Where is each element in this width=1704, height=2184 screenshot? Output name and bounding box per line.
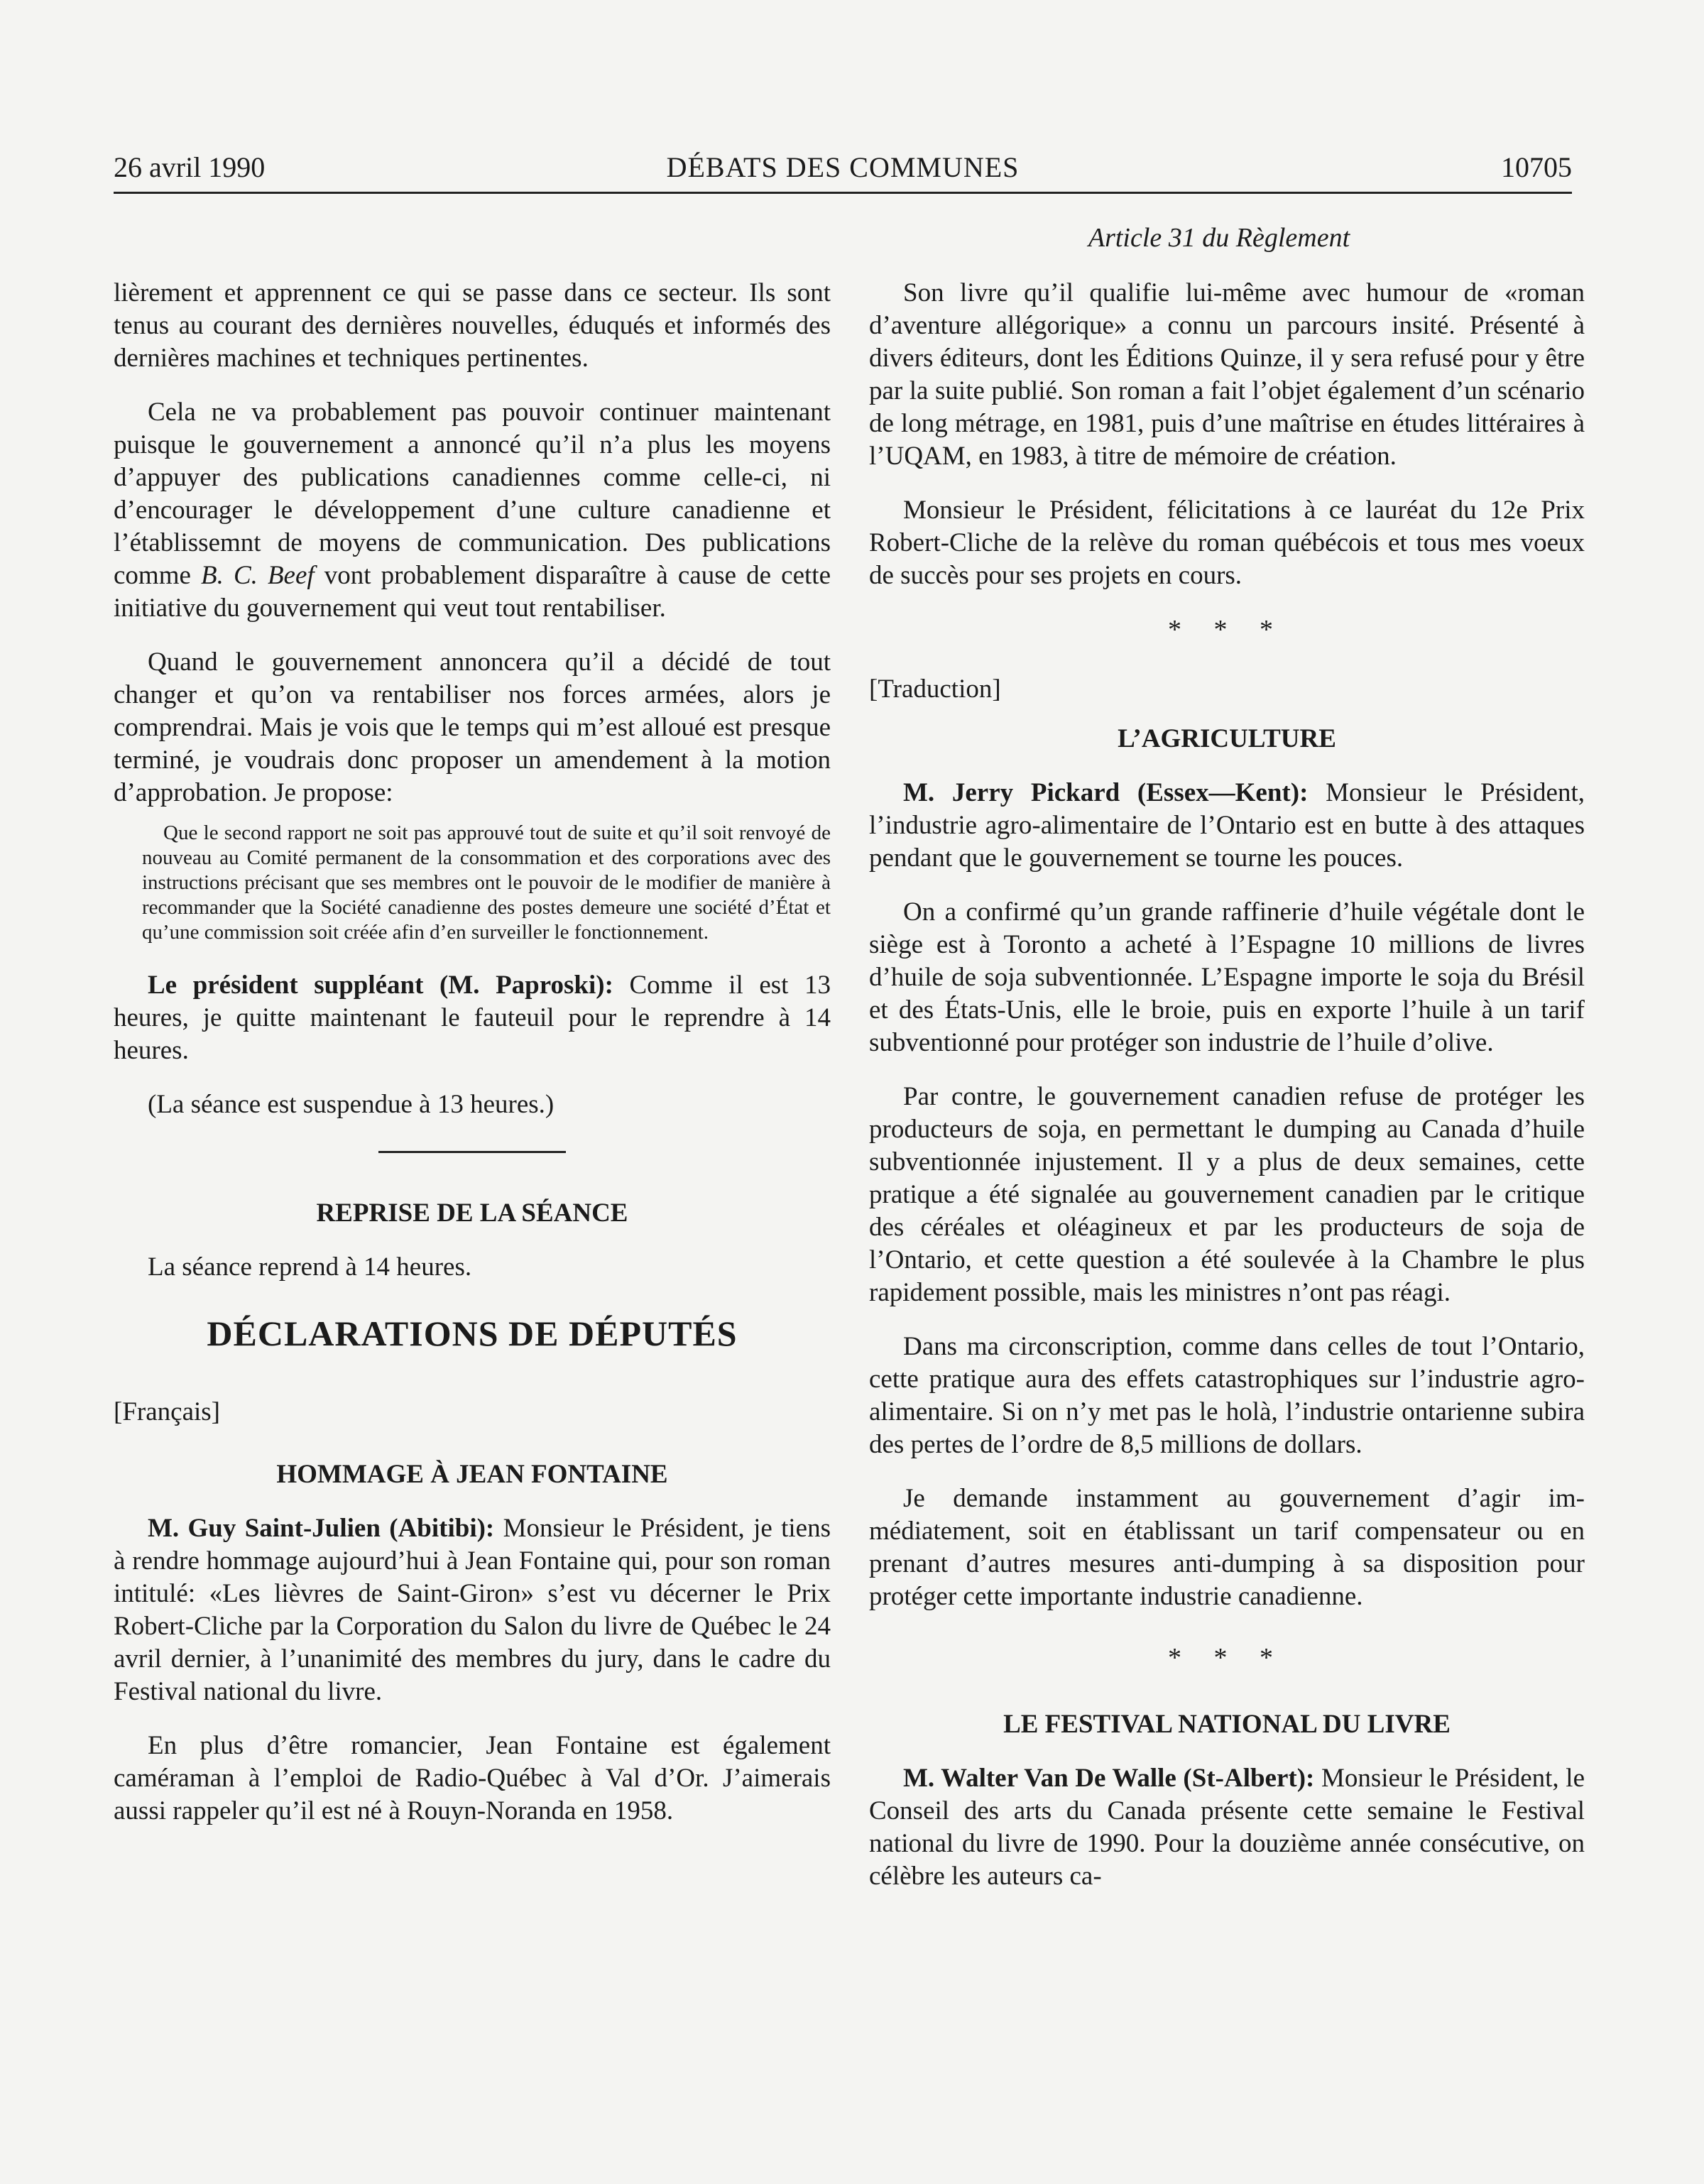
paragraph: Son livre qu’il qualifie lui-même avec humour de «roman d’aventure allégorique» a connu un parcours insité. Présenté à divers éditeurs, dont les Éditions Quinze, il y sera refusé pour y être par la suite publié. Son roman a fait l’objet également d’un scénario de long métrage, en 1981, puis d’une maîtrise en études littéraires à l’UQAM, en 1983, à titre de mémoire de création. bbox=[869, 278, 1585, 471]
major-heading: DÉCLARATIONS DE DÉPUTÉS bbox=[207, 1314, 738, 1353]
section-heading: L’AGRICULTURE bbox=[1118, 724, 1336, 753]
paragraph: La séance reprend à 14 heures. bbox=[148, 1252, 472, 1282]
speaker-name: M. Jerry Pickard (Essex—Kent): bbox=[903, 778, 1309, 807]
header-page-number: 10705 bbox=[1501, 151, 1572, 183]
left-column bbox=[114, 277, 831, 1849]
section-subtitle: Article 31 du Règlement bbox=[1088, 223, 1350, 253]
paragraph: Monsieur le Président, félicitations à ce lauréat du 12e Prix Robert-Cliche de la relève du roman québécois et tous mes voeux de succès pour ses projets en cours. bbox=[869, 496, 1585, 590]
section-separator: * * * bbox=[1168, 1643, 1286, 1673]
paragraph: M. Jerry Pickard (Essex—Kent): Monsieur le Président, l’industrie agro-alimentaire de l’Ontario est en butte à des attaques pendant que le gouvernement se tourne les pouces. bbox=[869, 778, 1585, 873]
paragraph: (La séance est suspendue à 13 heures.) bbox=[148, 1090, 555, 1119]
section-heading: LE FESTIVAL NATIONAL DU LIVRE bbox=[1003, 1710, 1451, 1739]
paragraph: lièrement et apprennent ce qui se passe dans ce secteur. Ils sont tenus au courant des dernières nouvelles, éduqués et informés des dernières machines et techniques pertinentes. bbox=[114, 278, 831, 373]
right-column bbox=[869, 277, 1585, 1914]
section-heading: HOMMAGE À JEAN FONTAINE bbox=[276, 1460, 668, 1489]
paragraph: On a confirmé qu’un grande raffinerie d’huile végétale dont le siège est à Toronto a acheté à l’Espagne 10 millions de livres d’huile de soja subventionnée. L’Espagne importe le soja du Brésil et des États-Unis, elle le broie, puis en exporte l’huile à un tarif subventionné pour protéger son industrie de l’huile d’olive. bbox=[869, 897, 1585, 1057]
paragraph: M. Walter Van De Walle (St-Albert): Monsieur le Président, le Conseil des arts du Canada présente cette semaine le Festival national du livre de 1990. Pour la douzième année consécutive, on célèbre les auteurs ca- bbox=[869, 1764, 1585, 1891]
header-date: 26 avril 1990 bbox=[114, 151, 266, 183]
publication-title: B. C. Beef bbox=[201, 561, 315, 590]
speaker-name: Le président suppléant (M. Paproski): bbox=[148, 971, 613, 1000]
paragraph: Dans ma circonscription, comme dans celles de tout l’Ontario, cette pratique aura des effets catastrophiques sur l’industrie agro-alimentaire. Si on n’y met pas le holà, l’industrie ontarienne subira des pertes de l’ordre de 8,5 millions de dollars. bbox=[869, 1332, 1585, 1459]
paragraph: Cela ne va probablement pas pouvoir continuer maintenant puisque le gouvernement a annoncé qu’il n’a plus les moyens d’appuyer des publications canadiennes comme celle-ci, ni d’encourager le développement d’une culture canadienne et l’établissemnt de moyens de communication. Des publications comme B. C. Beef vont probablement disparaître à cause de cette initiative du gouvernement qui veut tout rentabiliser. bbox=[114, 398, 831, 623]
paragraph: Quand le gouvernement annoncera qu’il a décidé de tout changer et qu’on va rentabiliser nos forces armées, alors je comprendrai. Mais je vois que le temps qui m’est alloué est presque terminé, je voudrais donc proposer un amendement à la motion d’approbation. Je propose: bbox=[114, 648, 831, 807]
paragraph: Le président suppléant (M. Paproski): Comme il est 13 heures, je quitte maintenant le fauteuil pour le reprendre à 14 heures. bbox=[114, 971, 831, 1065]
section-heading: REPRISE DE LA SÉANCE bbox=[316, 1199, 628, 1228]
language-tag: [Traduction] bbox=[869, 675, 1001, 704]
paragraph: En plus d’être romancier, Jean Fontaine est également caméraman à l’emploi de Radio-Québec à Val d’Or. J’aimerais aussi rappeler qu’il est né à Rouyn-Noranda en 1958. bbox=[114, 1731, 831, 1825]
language-tag: [Français] bbox=[114, 1397, 220, 1426]
page-header bbox=[114, 149, 1572, 194]
paragraph: Par contre, le gouvernement canadien refuse de protéger les producteurs de soja, en permettant le dumping au Canada d’huile subventionnée injustement. Il y a plus de deux semaines, cette pratique a été signalée au gouvernement canadien par le critique des céréales et oléagineux et par les producteurs de soja de l’Ontario, et cette question a été soulevée à la Chambre le plus rapidement possible, mais les ministres n’ont pas réagi. bbox=[869, 1082, 1585, 1307]
paragraph: Je demande instamment au gouvernement d’agir immédiatement, soit en établissant un tarif compensateur ou en prenant d’autres mesures anti-dumping à sa disposition pour protéger cette importante industrie canadienne. bbox=[869, 1484, 1585, 1611]
speaker-name: M. Guy Saint-Julien (Abitibi): bbox=[148, 1514, 495, 1543]
divider bbox=[378, 1151, 566, 1153]
motion-quote: Que le second rapport ne soit pas approuvé tout de suite et qu’il soit renvoyé de nouveau au Comité permanent de la consommation et des corporations avec des instructions précisant que ses membres ont le pouvoir de le modifier de manière à recommander que la Société canadienne des postes demeure une société d’État et qu’une commission soit créée afin d’en surveiller le fonctionnement. bbox=[142, 821, 831, 944]
header-title: DÉBATS DES COMMUNES bbox=[666, 151, 1020, 183]
paragraph: M. Guy Saint-Julien (Abitibi): Monsieur le Président, je tiens à rendre hommage aujourd’hui à Jean Fontaine qui, pour son roman intitulé: «Les lièvres de Saint-Giron» s’est vu décerner le Prix Robert-Cliche par la Corporation du Salon du livre de Québec le 24 avril dernier, à l’unanimité des membres du jury, dans le cadre du Festival national du livre. bbox=[114, 1514, 831, 1706]
speaker-name: M. Walter Van De Walle (St-Albert): bbox=[903, 1764, 1315, 1793]
section-separator: * * * bbox=[1168, 615, 1286, 645]
